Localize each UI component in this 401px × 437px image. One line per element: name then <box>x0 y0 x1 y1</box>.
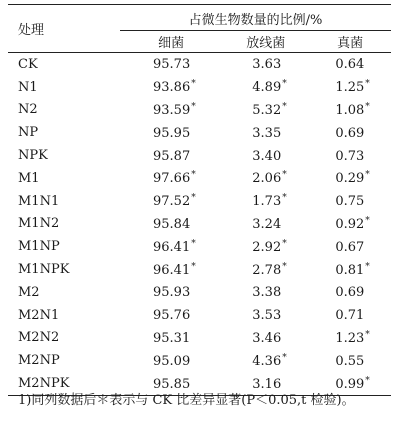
treatment-cell-value: NPK <box>18 148 48 164</box>
actinomycetes-cell-value: 4.36 <box>252 353 282 369</box>
actinomycetes-cell-value: 4.89 <box>252 80 282 96</box>
bacteria-cell <box>120 167 222 190</box>
significance-mark: * <box>191 79 196 90</box>
table-body <box>8 53 391 396</box>
actinomycetes-header: 放线菌 <box>222 31 309 53</box>
bacteria-cell-value: 95.95 <box>153 125 191 141</box>
bacteria-cell <box>120 76 222 99</box>
treatment-cell-value: M2NP <box>18 353 60 369</box>
fungi-cell <box>309 258 391 281</box>
fungi-cell-value: 0.92 <box>335 216 365 232</box>
significance-mark: * <box>365 215 370 226</box>
fungi-cell-value: 0.69 <box>335 285 365 301</box>
header-row-1 <box>8 5 391 31</box>
treatment-cell-value: M1NP <box>18 239 60 255</box>
table-row <box>8 167 391 190</box>
treatment-cell <box>8 144 120 167</box>
treatment-cell <box>8 76 120 99</box>
treatment-cell <box>8 327 120 350</box>
table-row <box>8 304 391 327</box>
table-row <box>8 190 391 213</box>
bacteria-cell-value: 95.09 <box>153 353 191 369</box>
bacteria-cell-value: 96.41 <box>153 239 191 255</box>
fungi-cell <box>309 99 391 122</box>
significance-mark: * <box>282 170 287 181</box>
bacteria-cell-value: 95.76 <box>153 308 191 324</box>
significance-mark: * <box>191 193 196 204</box>
fungi-cell <box>309 349 391 372</box>
actinomycetes-cell-value: 3.46 <box>252 330 282 346</box>
treatment-cell-value: M1N2 <box>18 216 60 232</box>
bacteria-cell <box>120 304 222 327</box>
treatment-cell-value: M2NPK <box>18 376 70 392</box>
table-row <box>8 121 391 144</box>
bacteria-cell-value: 93.86 <box>153 80 191 96</box>
treatment-cell <box>8 213 120 236</box>
proportion-group-header: 占微生物数量的比例/% <box>120 5 391 31</box>
treatment-cell-value: N2 <box>18 102 38 118</box>
fungi-cell <box>309 213 391 236</box>
actinomycetes-cell-value: 1.73 <box>252 194 282 210</box>
table-row <box>8 258 391 281</box>
fungi-cell-value: 0.67 <box>335 239 365 255</box>
significance-mark: * <box>282 193 287 204</box>
data-table <box>8 4 391 396</box>
table-row <box>8 76 391 99</box>
fungi-cell-value: 1.23 <box>335 330 365 346</box>
footnote: 1)同列数据后＊表示与 CK 比差异显著(P＜0.05,t 检验)。 <box>18 393 355 408</box>
actinomycetes-cell-value: 2.78 <box>252 262 282 278</box>
actinomycetes-cell <box>222 213 309 236</box>
fungi-cell <box>309 304 391 327</box>
treatment-cell <box>8 190 120 213</box>
significance-mark: * <box>365 329 370 340</box>
actinomycetes-cell-value: 3.38 <box>252 285 282 301</box>
significance-mark: * <box>365 375 370 386</box>
treatment-cell <box>8 281 120 304</box>
significance-mark: * <box>191 238 196 249</box>
actinomycetes-cell <box>222 349 309 372</box>
actinomycetes-cell <box>222 121 309 144</box>
bacteria-cell-value: 97.52 <box>153 194 191 210</box>
fungi-cell-value: 0.64 <box>335 57 365 73</box>
fungi-header: 真菌 <box>309 31 391 53</box>
table-row <box>8 235 391 258</box>
actinomycetes-cell-value: 3.53 <box>252 308 282 324</box>
bacteria-cell-value: 93.59 <box>153 102 191 118</box>
actinomycetes-cell-value: 3.16 <box>252 376 282 392</box>
fungi-cell-value: 0.55 <box>335 353 365 369</box>
bacteria-cell-value: 97.66 <box>153 171 191 187</box>
bacteria-cell <box>120 190 222 213</box>
actinomycetes-cell <box>222 53 309 76</box>
treatment-cell-value: NP <box>18 125 39 141</box>
actinomycetes-cell <box>222 76 309 99</box>
actinomycetes-cell-value: 3.63 <box>252 57 282 73</box>
actinomycetes-cell-value: 3.40 <box>252 148 282 164</box>
actinomycetes-cell <box>222 304 309 327</box>
fungi-cell-value: 0.71 <box>335 308 365 324</box>
fungi-cell <box>309 281 391 304</box>
fungi-cell-value: 0.81 <box>335 262 365 278</box>
bacteria-header: 细菌 <box>120 31 222 53</box>
treatment-header: 处理 <box>8 5 120 53</box>
bacteria-cell <box>120 53 222 76</box>
table-row <box>8 213 391 236</box>
bacteria-cell <box>120 99 222 122</box>
treatment-cell <box>8 304 120 327</box>
significance-mark: * <box>365 170 370 181</box>
actinomycetes-cell <box>222 167 309 190</box>
significance-mark: * <box>191 101 196 112</box>
bacteria-cell <box>120 281 222 304</box>
fungi-cell <box>309 235 391 258</box>
treatment-cell <box>8 167 120 190</box>
treatment-cell-value: M1 <box>18 170 40 186</box>
treatment-cell <box>8 121 120 144</box>
significance-mark: * <box>191 261 196 272</box>
fungi-cell <box>309 167 391 190</box>
actinomycetes-cell <box>222 99 309 122</box>
bacteria-cell <box>120 121 222 144</box>
treatment-cell-value: M2N2 <box>18 330 60 346</box>
treatment-cell <box>8 99 120 122</box>
treatment-cell-value: M2N1 <box>18 307 60 323</box>
treatment-cell <box>8 258 120 281</box>
bacteria-cell-value: 96.41 <box>153 262 191 278</box>
treatment-cell-value: M1N1 <box>18 193 60 209</box>
bacteria-cell <box>120 235 222 258</box>
bacteria-cell-value: 95.73 <box>153 57 191 73</box>
actinomycetes-cell-value: 2.92 <box>252 239 282 255</box>
table-row <box>8 281 391 304</box>
significance-mark: * <box>365 261 370 272</box>
table-row <box>8 144 391 167</box>
bacteria-cell-value: 95.87 <box>153 148 191 164</box>
fungi-cell <box>309 121 391 144</box>
fungi-cell-value: 0.69 <box>335 125 365 141</box>
significance-mark: * <box>191 170 196 181</box>
actinomycetes-cell-value: 5.32 <box>252 102 282 118</box>
treatment-cell-value: N1 <box>18 79 38 95</box>
treatment-cell-value: M1NPK <box>18 262 70 278</box>
bacteria-cell <box>120 327 222 350</box>
bacteria-cell-value: 95.84 <box>153 216 191 232</box>
significance-mark: * <box>365 101 370 112</box>
significance-mark: * <box>282 352 287 363</box>
actinomycetes-cell-value: 2.06 <box>252 171 282 187</box>
bacteria-cell <box>120 349 222 372</box>
fungi-cell-value: 1.25 <box>335 80 365 96</box>
table-row <box>8 327 391 350</box>
treatment-cell <box>8 235 120 258</box>
treatment-cell-value: M2 <box>18 284 40 300</box>
bacteria-cell-value: 95.31 <box>153 330 191 346</box>
actinomycetes-cell <box>222 235 309 258</box>
fungi-cell <box>309 190 391 213</box>
actinomycetes-cell <box>222 327 309 350</box>
treatment-cell <box>8 53 120 76</box>
bacteria-cell <box>120 258 222 281</box>
fungi-cell-value: 0.75 <box>335 194 365 210</box>
significance-mark: * <box>282 261 287 272</box>
actinomycetes-cell-value: 3.35 <box>252 125 282 141</box>
fungi-cell <box>309 76 391 99</box>
table-row <box>8 99 391 122</box>
actinomycetes-cell <box>222 144 309 167</box>
significance-mark: * <box>282 101 287 112</box>
significance-mark: * <box>282 79 287 90</box>
actinomycetes-cell <box>222 281 309 304</box>
bacteria-cell-value: 95.85 <box>153 376 191 392</box>
fungi-cell-value: 1.08 <box>335 102 365 118</box>
treatment-cell-value: CK <box>18 56 38 72</box>
fungi-cell-value: 0.99 <box>335 376 365 392</box>
fungi-cell-value: 0.29 <box>335 171 365 187</box>
fungi-cell <box>309 53 391 76</box>
fungi-cell-value: 0.73 <box>335 148 365 164</box>
bacteria-cell <box>120 213 222 236</box>
actinomycetes-cell <box>222 258 309 281</box>
significance-mark: * <box>365 79 370 90</box>
table-row <box>8 349 391 372</box>
treatment-cell <box>8 349 120 372</box>
actinomycetes-cell-value: 3.24 <box>252 216 282 232</box>
bacteria-cell <box>120 144 222 167</box>
bacteria-cell-value: 95.93 <box>153 285 191 301</box>
significance-mark: * <box>282 238 287 249</box>
fungi-cell <box>309 327 391 350</box>
actinomycetes-cell <box>222 190 309 213</box>
table-row <box>8 53 391 76</box>
fungi-cell <box>309 144 391 167</box>
